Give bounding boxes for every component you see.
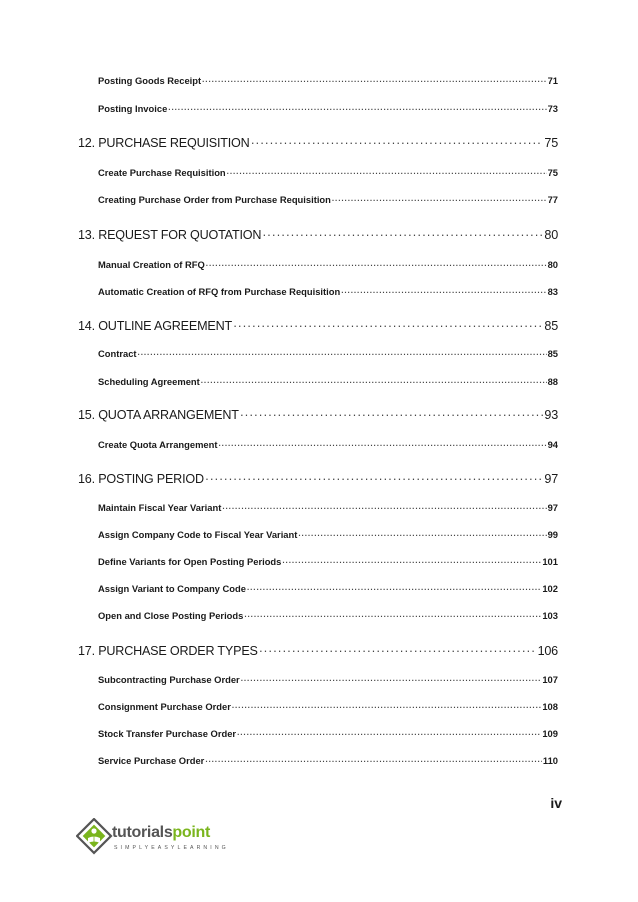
tutorialspoint-logo (76, 818, 229, 862)
toc-leader-dots (298, 529, 546, 540)
toc-leader-dots (218, 439, 546, 450)
toc-entry[interactable] (98, 286, 558, 297)
toc-page: 71 (547, 75, 558, 86)
toc-leader-dots (259, 644, 537, 658)
toc-label: Consignment Purchase Order (98, 701, 231, 712)
toc-label: Define Variants for Open Posting Periods (98, 556, 282, 567)
toc-leader-dots (202, 75, 546, 86)
toc-chapter[interactable] (78, 319, 558, 333)
toc-entry[interactable] (98, 103, 558, 114)
toc-chapter[interactable] (78, 136, 558, 150)
toc-label: Contract (98, 348, 137, 359)
toc-leader-dots (138, 348, 547, 359)
toc-leader-dots (251, 136, 544, 150)
toc-chapter[interactable] (78, 472, 558, 486)
toc-label: 12. PURCHASE REQUISITION (78, 136, 250, 150)
toc-leader-dots (205, 472, 544, 486)
toc-leader-dots (282, 556, 541, 567)
toc-label: Manual Creation of RFQ (98, 259, 205, 270)
toc-page: 102 (542, 583, 558, 594)
toc-page: 106 (537, 644, 558, 658)
toc-entry[interactable] (98, 556, 558, 567)
toc-entry[interactable] (98, 167, 558, 178)
toc-label: Subcontracting Purchase Order (98, 674, 240, 685)
logo-tagline: SIMPLYEASYLEARNING (114, 845, 229, 851)
logo-word-tutorials: tutorials (112, 824, 173, 841)
toc-leader-dots (240, 408, 544, 422)
toc-entry[interactable] (98, 75, 558, 86)
logo-wordmark (112, 824, 210, 842)
toc-label: Assign Variant to Company Code (98, 583, 246, 594)
toc-label: 14. OUTLINE AGREEMENT (78, 319, 232, 333)
toc-leader-dots (205, 755, 542, 766)
toc-label: Automatic Creation of RFQ from Purchase Requisition (98, 286, 341, 297)
toc-label: Stock Transfer Purchase Order (98, 728, 237, 739)
toc-leader-dots (168, 103, 546, 114)
toc-entry[interactable] (98, 529, 558, 540)
toc-leader-dots (241, 674, 542, 685)
toc-chapter[interactable] (78, 228, 558, 242)
toc-entry[interactable] (98, 728, 558, 739)
toc-leader-dots (233, 319, 543, 333)
toc-leader-dots (227, 167, 547, 178)
toc-page: 85 (547, 348, 558, 359)
toc-leader-dots (332, 194, 547, 205)
toc-page: 108 (542, 701, 558, 712)
toc-chapter[interactable] (78, 644, 558, 658)
toc-label: 17. PURCHASE ORDER TYPES (78, 644, 258, 658)
toc-page: 107 (542, 674, 558, 685)
toc-label: Maintain Fiscal Year Variant (98, 502, 222, 513)
toc-label: 15. QUOTA ARRANGEMENT (78, 408, 239, 422)
toc-page: 88 (547, 376, 558, 387)
toc-page: 110 (542, 755, 558, 766)
toc-entry[interactable] (98, 583, 558, 594)
toc-entry[interactable] (98, 610, 558, 621)
toc-label: Create Quota Arrangement (98, 439, 218, 450)
toc-label: 13. REQUEST FOR QUOTATION (78, 228, 262, 242)
toc-entry[interactable] (98, 259, 558, 270)
toc-page: 80 (544, 228, 558, 242)
toc-leader-dots (244, 610, 541, 621)
toc-leader-dots (237, 728, 541, 739)
toc-page: 97 (547, 502, 558, 513)
toc-entry[interactable] (98, 439, 558, 450)
toc-leader-dots (222, 502, 546, 513)
toc-leader-dots (247, 583, 541, 594)
toc-label: Posting Goods Receipt (98, 75, 202, 86)
toc-label: Create Purchase Requisition (98, 167, 226, 178)
toc-page: 77 (547, 194, 558, 205)
toc-entry[interactable] (98, 348, 558, 359)
toc-label: Service Purchase Order (98, 755, 205, 766)
toc-page: 109 (542, 728, 558, 739)
toc-entry[interactable] (98, 502, 558, 513)
toc-page: 94 (547, 439, 558, 450)
toc-page: 93 (544, 408, 558, 422)
toc-label: Posting Invoice (98, 103, 168, 114)
toc-leader-dots (201, 376, 547, 387)
toc-label: Assign Company Code to Fiscal Year Variant (98, 529, 298, 540)
toc-page: 99 (547, 529, 558, 540)
toc-page: 80 (547, 259, 558, 270)
toc-page: 85 (544, 319, 558, 333)
toc-chapter[interactable] (78, 408, 558, 422)
logo-emblem-icon (76, 818, 114, 862)
page-number: iv (550, 795, 562, 811)
toc-page: 75 (544, 136, 558, 150)
logo-word-point: point (172, 824, 211, 841)
toc-entry[interactable] (98, 194, 558, 205)
toc-page: 73 (547, 103, 558, 114)
toc-label: Open and Close Posting Periods (98, 610, 244, 621)
toc-leader-dots (232, 701, 542, 712)
toc-label: Scheduling Agreement (98, 376, 200, 387)
toc-entry[interactable] (98, 755, 558, 766)
toc-page: 75 (547, 167, 558, 178)
toc-page: 97 (544, 472, 558, 486)
toc-leader-dots (341, 286, 546, 297)
toc-label: Creating Purchase Order from Purchase Requisition (98, 194, 331, 205)
toc-entry[interactable] (98, 674, 558, 685)
toc-leader-dots (206, 259, 547, 270)
toc-page: 83 (547, 286, 558, 297)
toc-page: 101 (542, 556, 558, 567)
toc-entry[interactable] (98, 376, 558, 387)
toc-leader-dots (262, 228, 543, 242)
toc-page: 103 (542, 610, 558, 621)
toc-entry[interactable] (98, 701, 558, 712)
toc-label: 16. POSTING PERIOD (78, 472, 204, 486)
